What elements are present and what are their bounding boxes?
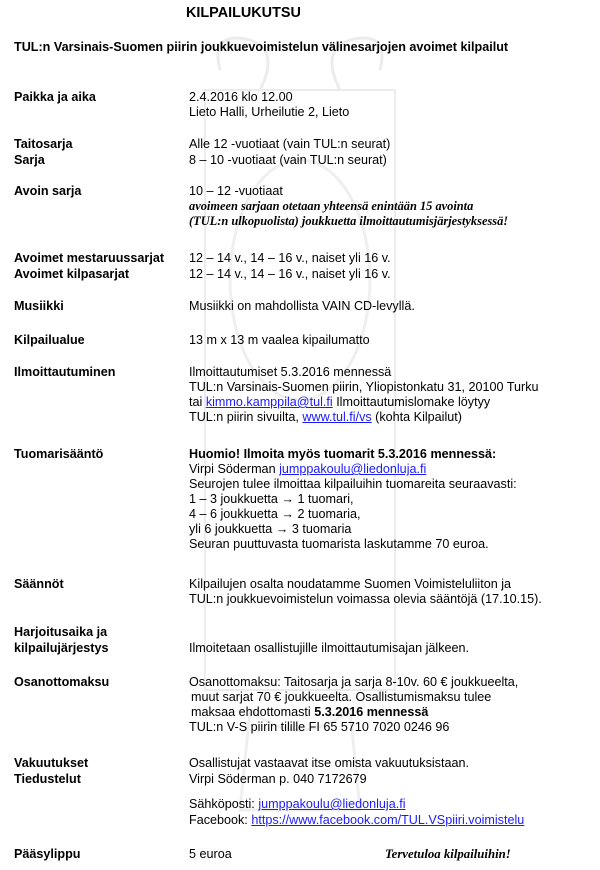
value-saannot [189, 577, 542, 607]
avoin-note-2: (TUL:n ulkopuolista) joukkuetta ilmoittautumisjärjestyksessä! [189, 214, 509, 228]
tuomari-fee: Seuran puuttuvasta tuomarista laskutamme 70 euroa. [189, 537, 489, 551]
value-sarja: 8 – 10 -vuotiaat (vain TUL:n seurat) [189, 153, 387, 167]
event-venue: Lieto Halli, Urheilutie 2, Lieto [189, 105, 350, 119]
page-subtitle: TUL:n Varsinais-Suomen piirin joukkuevoimistelun välinesarjojen avoimet kilpailut [14, 40, 509, 54]
avoin-note-1: avoimeen sarjaan otetaan yhteensä enintään 15 avointa [189, 199, 474, 213]
label-mestaruus: Avoimet mestaruussarjat [14, 251, 165, 265]
label-ilmoittautuminen: Ilmoittautuminen [14, 365, 116, 379]
tuomari-email-link[interactable]: jumppakoulu@liedonluja.fi [279, 462, 427, 476]
label-paasylippu: Pääsylippu [14, 847, 81, 861]
tuomari-rule-2: 4 – 6 joukkuetta → 2 tuomaria, [189, 507, 361, 521]
value-kilpasarjat: 12 – 14 v., 14 – 16 v., naiset yli 16 v. [189, 267, 391, 281]
label-vakuutukset: Vakuutukset [14, 756, 89, 770]
value-ilmoittautuminen [189, 365, 539, 425]
avoin-age: 10 – 12 -vuotiaat [189, 184, 283, 198]
tuomari-contact: Virpi Söderman jumppakoulu@liedonluja.fi [189, 462, 427, 476]
label-taitosarja: Taitosarja [14, 137, 73, 151]
value-kilpailualue: 13 m x 13 m vaalea kipailumatto [189, 333, 370, 347]
value-avoin [189, 184, 508, 229]
welcome-text: Tervetuloa kilpailuihin! [385, 847, 511, 861]
label-kilpasarjat: Avoimet kilpasarjat [14, 267, 130, 281]
value-paikka [189, 90, 349, 120]
label-tuomari: Tuomarisääntö [14, 447, 104, 461]
label-avoin: Avoin sarja [14, 184, 82, 198]
maksu-line-2: muut sarjat 70 € joukkueelta. Osallistumismaksu tulee [191, 690, 492, 704]
tuomari-rule-3: yli 6 joukkuetta → 3 tuomaria [189, 522, 352, 536]
value-harjoitus: Ilmoitetaan osallistujille ilmoittautumisajan jälkeen. [189, 641, 469, 655]
tuomari-intro: Seurojen tulee ilmoittaa kilpailuihin tuomareita seuraavasti: [189, 477, 517, 491]
saannot-line-1: Kilpailujen osalta noudatamme Suomen Voimisteluliiton ja [189, 577, 512, 591]
label-osanottomaksu: Osanottomaksu [14, 675, 110, 689]
label-harjoitus-1: Harjoitusaika ja [14, 625, 108, 639]
ilmo-email-line: tai kimmo.kamppila@tul.fi Ilmoittautumislomake löytyy [189, 395, 491, 409]
ilmo-deadline: Ilmoittautumiset 5.3.2016 mennessä [189, 365, 392, 379]
label-tiedustelut: Tiedustelut [14, 772, 81, 786]
facebook-line: Facebook: https://www.facebook.com/TUL.VSpiiri.voimistelu [189, 813, 525, 827]
maksu-deadline: 5.3.2016 mennessä [314, 705, 429, 719]
contact-email-line: Sähköposti: jumppakoulu@liedonluja.fi [189, 797, 406, 811]
label-sarja: Sarja [14, 153, 45, 167]
facebook-link[interactable]: https://www.facebook.com/TUL.VSpiiri.voimistelu [251, 813, 525, 827]
label-paikka: Paikka ja aika [14, 90, 96, 104]
label-musiikki: Musiikki [14, 299, 64, 313]
contact-email-link[interactable]: jumppakoulu@liedonluja.fi [258, 797, 406, 811]
maksu-account: TUL:n V-S piirin tilille FI 65 5710 7020 0246 96 [189, 720, 450, 734]
ilmo-web-line: TUL:n piirin sivuilta, www.tul.fi/vs (kohta Kilpailut) [189, 410, 462, 424]
event-date: 2.4.2016 klo 12.00 [189, 90, 293, 104]
maksu-line-1: Osanottomaksu: Taitosarja ja sarja 8-10v. 60 € joukkueelta, [189, 675, 519, 689]
value-tiedustelut: Virpi Söderman p. 040 7172679 [189, 772, 367, 786]
saannot-line-2: TUL:n joukkuevoimistelun voimassa olevia sääntöjä (17.10.15). [189, 592, 542, 606]
tuomari-rule-1: 1 – 3 joukkuetta → 1 tuomari, [189, 492, 354, 506]
ilmo-address: TUL:n Varsinais-Suomen piirin, Yliopistonkatu 31, 20100 Turku [189, 380, 539, 394]
value-mestaruus: 12 – 14 v., 14 – 16 v., naiset yli 16 v. [189, 251, 391, 265]
maksu-line-3: maksaa ehdottomasti 5.3.2016 mennessä [191, 705, 429, 719]
label-saannot: Säännöt [14, 577, 64, 591]
value-taitosarja: Alle 12 -vuotiaat (vain TUL:n seurat) [189, 137, 391, 151]
label-harjoitus-2: kilpailujärjestys [14, 641, 109, 655]
value-paasylippu: 5 euroa [189, 847, 232, 861]
value-tuomari [189, 447, 517, 552]
value-osanottomaksu [189, 675, 518, 735]
value-musiikki: Musiikki on mahdollista VAIN CD-levyllä. [189, 299, 415, 313]
ilmo-email-link[interactable]: kimmo.kamppila@tul.fi [205, 395, 333, 409]
tuomari-heading: Huomio! Ilmoita myös tuomarit 5.3.2016 mennessä: [189, 447, 497, 461]
ilmo-web-link[interactable]: www.tul.fi/vs [302, 410, 372, 424]
value-vakuutukset: Osallistujat vastaavat itse omista vakuutuksistaan. [189, 756, 469, 770]
page-title: KILPAILUKUTSU [186, 5, 301, 21]
label-kilpailualue: Kilpailualue [14, 333, 85, 347]
